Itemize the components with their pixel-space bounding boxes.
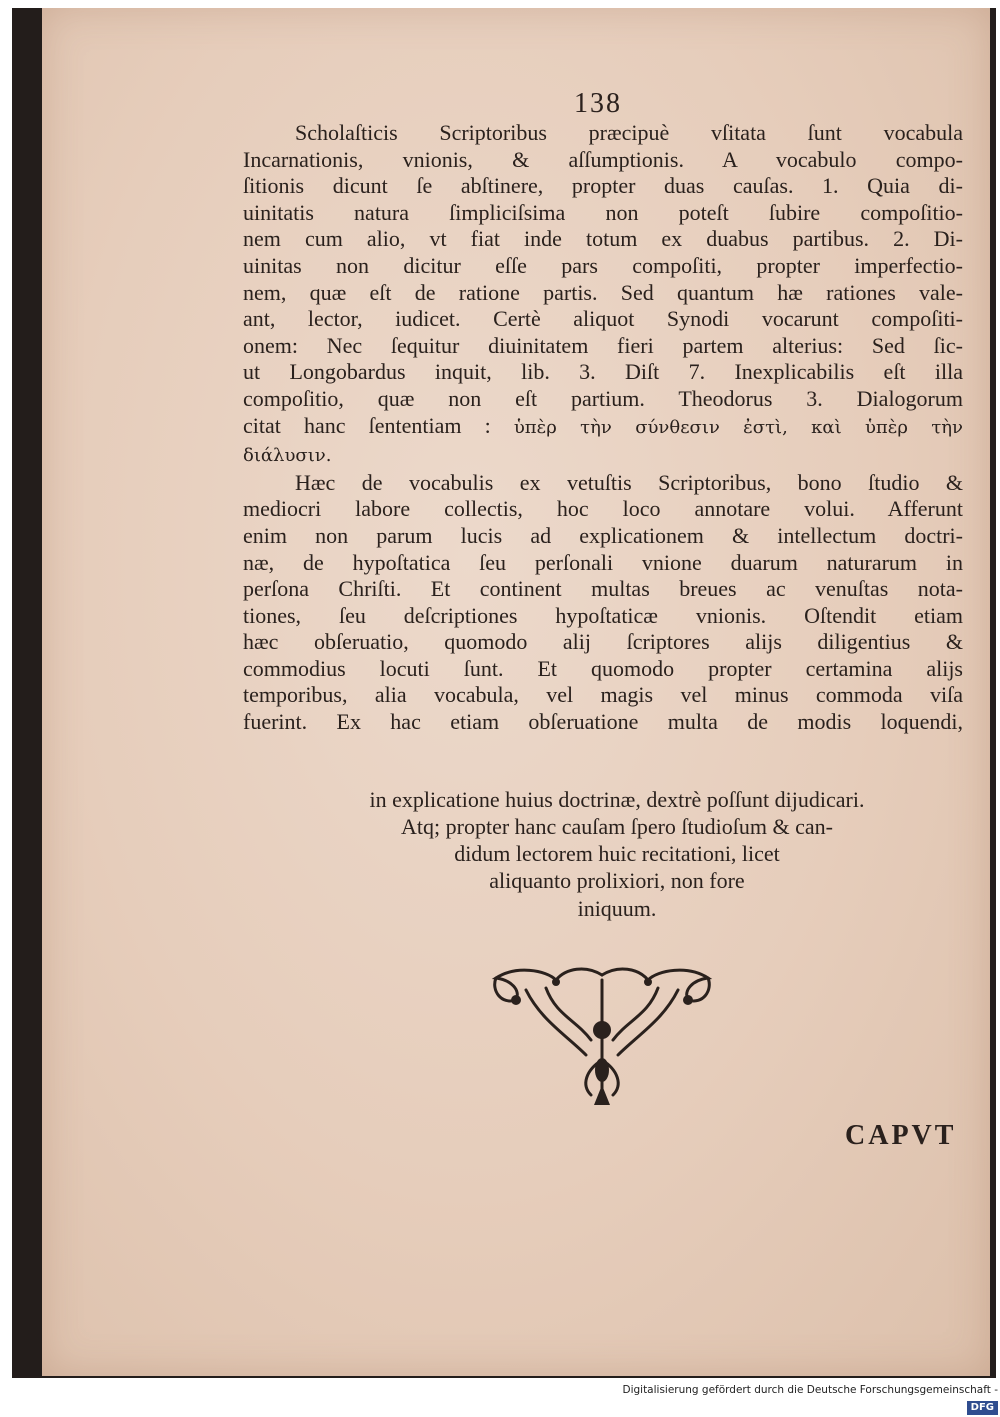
text-line: næ, de hypoſtatica ſeu perſonali vnione duarum naturarum in bbox=[243, 549, 963, 575]
catchword: CAPVT bbox=[845, 1120, 957, 1151]
text-line: Scholaſticis Scriptoribus præcipuè vſitata ſunt vocabula bbox=[295, 120, 963, 145]
closing-line: iniquum. bbox=[577, 896, 657, 921]
main-text bbox=[243, 120, 963, 736]
closing-line: in explicatione huius doctrinæ, dextrè poſſunt dijudicari. bbox=[369, 787, 865, 812]
text-line: uinitatis natura ſimpliciſsima non poteſt ſubire compoſitio- bbox=[243, 199, 963, 225]
text-line: onem: Nec ſequitur diuinitatem fieri partem alterius: Sed ſic- bbox=[243, 332, 963, 358]
closing-line: didum lectorem huic recitationi, licet bbox=[454, 841, 780, 866]
text-line: tiones, ſeu deſcriptiones hypoſtaticæ vnionis. Oſtendit etiam bbox=[243, 602, 963, 628]
page-number: 138 bbox=[574, 88, 622, 119]
text-line: ſitionis dicunt ſe abſtinere, propter duas cauſas. 1. Quia di- bbox=[243, 173, 963, 199]
text-line: perſona Chriſti. Et continent multas breues ac venuſtas nota- bbox=[243, 576, 963, 602]
text-line: ut Longobardus inquit, lib. 3. Diſt 7. Inexplicabilis eſt illa bbox=[243, 359, 963, 385]
text-line-with-greek bbox=[243, 413, 963, 442]
text-line: uinitas non dicitur eſſe pars compoſiti, propter imperfectio- bbox=[243, 252, 963, 278]
closing-line: aliquanto prolixiori, non fore bbox=[489, 868, 745, 893]
text-line: enim non parum lucis ad explicationem & intellectum doctri- bbox=[243, 522, 963, 548]
closing-line: Atq; propter hanc cauſam ſpero ſtudioſum & can- bbox=[401, 814, 833, 839]
digitization-credit bbox=[608, 1381, 998, 1413]
text-line: compoſitio, quæ non eſt partium. Theodorus 3. Dialogorum bbox=[243, 385, 963, 411]
credit-text: Digitalisierung gefördert durch die Deutsche Forschungsgemeinschaft - bbox=[622, 1384, 998, 1396]
text-line: commodius locuti ſunt. Et quomodo propter certamina alijs bbox=[243, 655, 963, 681]
text-line: Incarnationis, vnionis, & aſſumptionis. A vocabulo compo- bbox=[243, 146, 963, 172]
text-line: nem cum alio, vt fiat inde totum ex duabus partibus. 2. Di- bbox=[243, 226, 963, 252]
dfg-logo-badge: DFG bbox=[967, 1401, 998, 1415]
text-line: hæc obſeruatio, quomodo alij ſcriptores alijs diligentius & bbox=[243, 629, 963, 655]
fleuron-ornament-icon bbox=[486, 960, 718, 1110]
text-line: ant, lector, iudicet. Certè aliquot Synodi vocarunt compoſiti- bbox=[243, 306, 963, 332]
greek-quote: διάλυσιν. bbox=[243, 445, 332, 467]
text-line: mediocri labore collectis, hoc loco annotare volui. Afferunt bbox=[243, 496, 963, 522]
text-fragment: citat hanc ſententiam : bbox=[243, 412, 491, 438]
text-line: Hæc de vocabulis ex vetuſtis Scriptoribus, bono ſtudio & bbox=[295, 469, 963, 495]
text-line: nem, quæ eſt de ratione partis. Sed quantum hæ rationes vale- bbox=[243, 279, 963, 305]
greek-quote: ὑπὲρ τὴν σύνθεσιν ἐστὶ, καὶ ὑπὲρ τὴν bbox=[513, 416, 963, 438]
text-line bbox=[243, 441, 963, 470]
text-line: fuerint. Ex hac etiam obſeruatione multa de modis loquendi, bbox=[243, 709, 963, 735]
text-line: temporibus, alia vocabula, vel magis vel minus commoda viſa bbox=[243, 682, 963, 708]
